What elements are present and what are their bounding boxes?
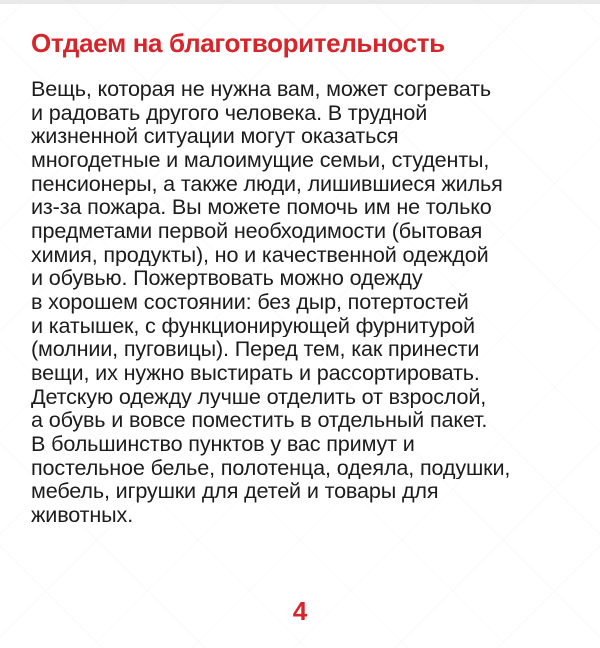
body-line: и радовать другого человека. В трудной <box>31 100 428 125</box>
page-number: 4 <box>292 596 308 626</box>
body-paragraph <box>31 77 600 526</box>
body-line: вещи, их нужно выстирать и рассортировать. <box>31 360 480 385</box>
body-line: многодетные и малоимущие семьи, студенты, <box>31 147 490 172</box>
body-line: жизненной ситуации могут оказаться <box>31 124 399 148</box>
body-line: Детскую одежду лучше отделить от взрослой, <box>31 384 487 409</box>
body-line: постельное белье, полотенца, одеяла, подушки, <box>31 455 511 480</box>
body-line: пенсионеры, а также люди, лишившиеся жилья <box>31 171 503 196</box>
body-line: мебель, игрушки для детей и товары для <box>31 479 439 503</box>
body-line: из-за пожара. Вы можете помочь им не только <box>31 195 492 219</box>
body-line: животных. <box>31 502 134 527</box>
body-line: В большинство пунктов у вас примут и <box>31 431 415 456</box>
body-line: и обувью. Пожертвовать можно одежду <box>31 266 423 290</box>
body-line: в хорошем состоянии: без дыр, потертостей <box>31 289 469 314</box>
body-line: Вещь, которая не нужна вам, может согревать <box>31 77 492 101</box>
body-line: а обувь и вовсе поместить в отдельный пакет. <box>31 408 488 432</box>
slide-title: Отдаем на благотворительность <box>31 28 445 58</box>
body-line: и катышек, с функционирующей фурнитурой <box>31 313 475 338</box>
body-line: (молнии, пуговицы). Перед тем, как принести <box>31 337 480 361</box>
body-line: предметами первой необходимости (бытовая <box>31 218 483 243</box>
top-edge-divider <box>0 0 600 4</box>
body-line: химия, продукты), но и качественной одеждой <box>31 242 489 267</box>
